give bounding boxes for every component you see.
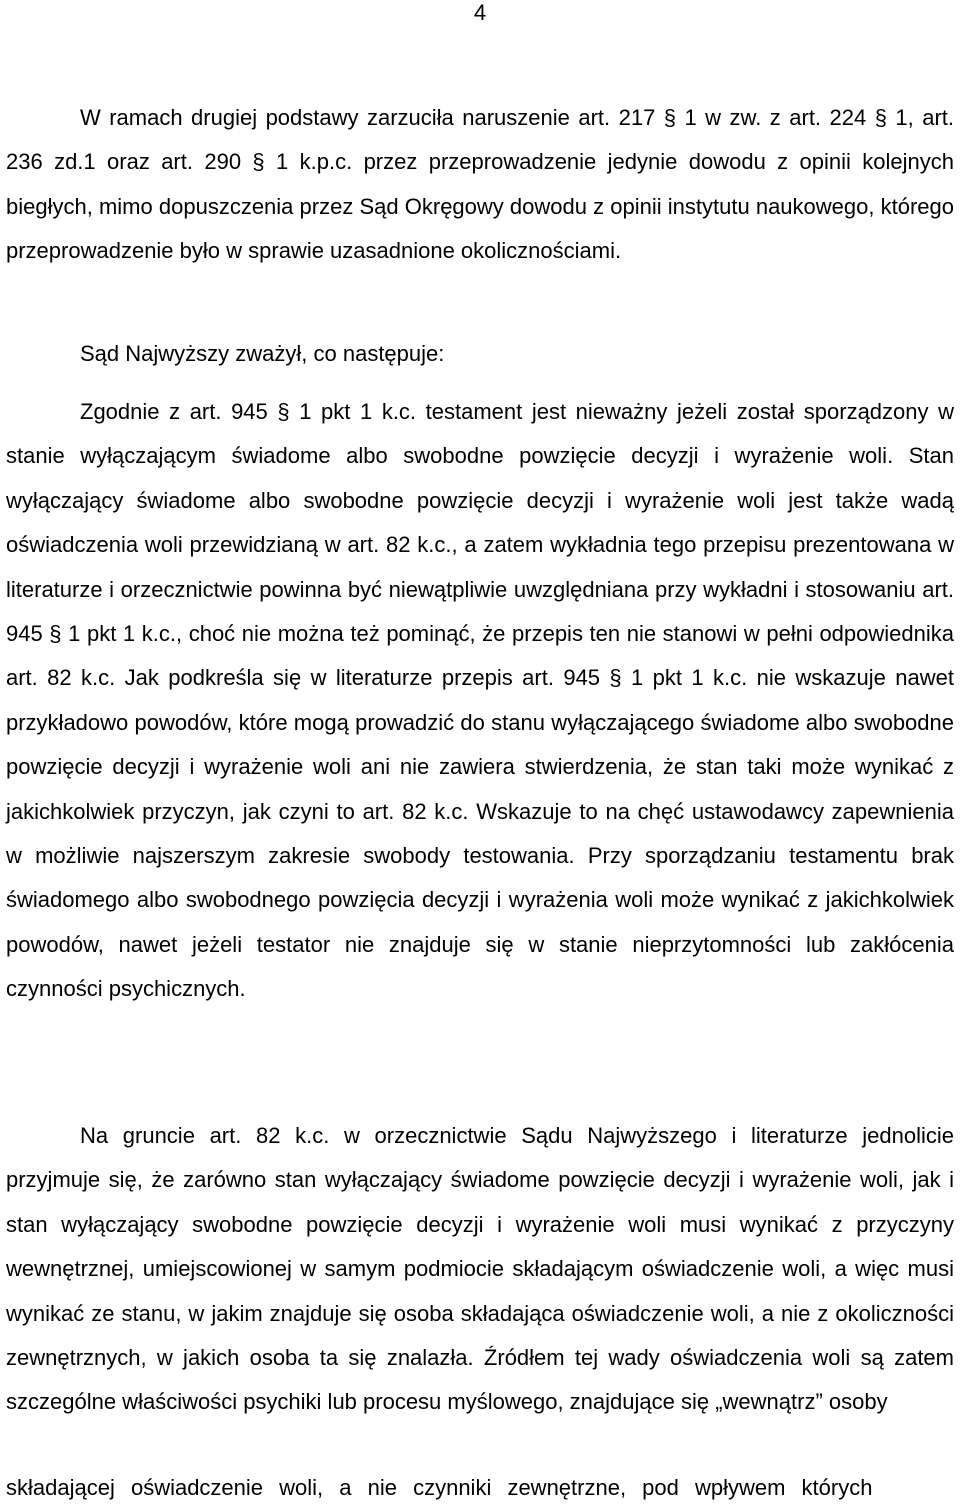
paragraph-court-considered: Sąd Najwyższy zważył, co następuje: (80, 341, 445, 366)
paragraph-art-82: Na gruncie art. 82 k.c. w orzecznictwie Sądu Najwyższego i literaturze jednolicie przyjmuje się, że zarówno stan wyłączający świadome powzięcie decyzji i wyrażenie woli, jak i stan wyłączający swobodne powzięcie decyzji i wyrażenie woli musi wynikać z przyczyny wewnętrznej, umiejscowionej w samym podmiocie składającym oświadczenie woli, a więc musi wynikać ze stanu, w jakim znajduje się osoba składająca oświadczenie woli, a nie z okoliczności zewnętrznych, w jakich osoba ta się znalazła. Źródłem tej wady oświadczenia woli są zatem szczególne właściwości psychiki lub procesu myślowego, znajdujące się „wewnątrz” osoby (6, 1123, 954, 1415)
page-number: 4 (473, 0, 487, 25)
paragraph-art-945: Zgodnie z art. 945 § 1 pkt 1 k.c. testament jest nieważny jeżeli został sporządzony w stanie wyłączającym świadome albo swobodne powzięcie decyzji i wyrażenie woli. Stan wyłączający świadome albo swobodne powzięcie decyzji i wyrażenie woli jest także wadą oświadczenia woli przewidzianą w art. 82 k.c., a zatem wykładnia tego przepisu prezentowana w literaturze i orzecznictwie powinna być niewątpliwie uwzględniana przy wykładni i stosowaniu art. 945 § 1 pkt 1 k.c., choć nie można też pominąć, że przepis ten nie stanowi w pełni odpowiednika art. 82 k.c. Jak podkreśla się w literaturze przepis art. 945 § 1 pkt 1 k.c. nie wskazuje nawet przykładowo powodów, które mogą prowadzić do stanu wyłączającego świadome albo swobodne powzięcie decyzji i wyrażenie woli ani nie zawiera stwierdzenia, że stan taki może wynikać z jakichkolwiek przyczyn, jak czyni to art. 82 k.c. Wskazuje to na chęć ustawodawcy zapewnienia w możliwie najszerszym zakresie swobody testowania. Przy sporządzaniu testamentu brak świadomego albo swobodnego powzięcia decyzji i wyrażenia woli może wynikać z jakichkolwiek powodów, nawet jeżeli testator nie znajduje się w stanie nieprzytomności lub zakłócenia czynności psychicznych. (6, 399, 954, 1002)
paragraph-grounds-of-appeal: W ramach drugiej podstawy zarzuciła naruszenie art. 217 § 1 w zw. z art. 224 § 1, art. 236 zd.1 oraz art. 290 § 1 k.p.c. przez przeprowadzenie jedynie dowodu z opinii kolejnych biegłych, mimo dopuszczenia przez Sąd Okręgowy dowodu z opinii instytutu naukowego, którego przeprowadzenie było w sprawie uzasadnione okolicznościami. (6, 105, 954, 264)
last-line: składającej oświadczenie woli, a nie czynniki zewnętrzne, pod wpływem których (6, 1475, 873, 1500)
